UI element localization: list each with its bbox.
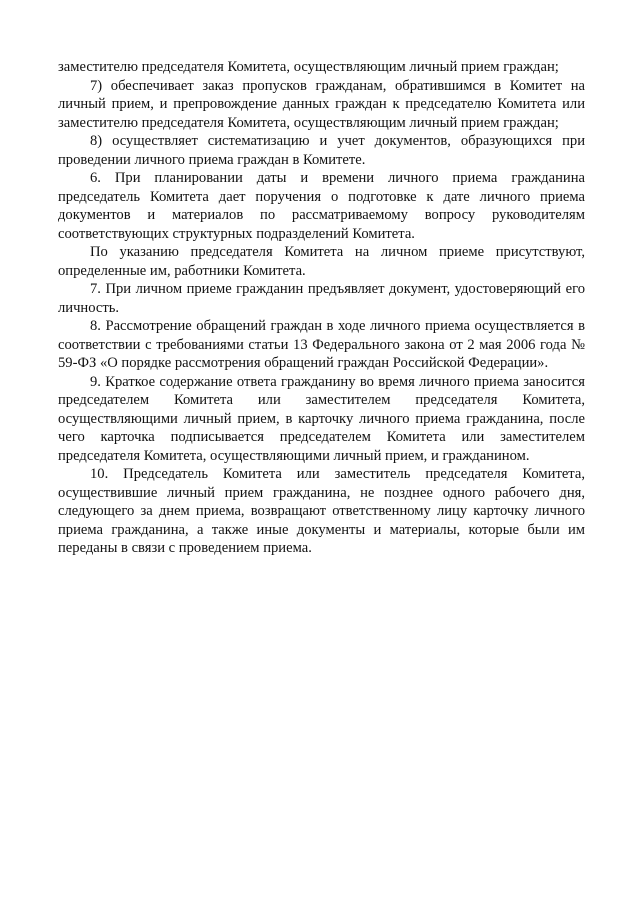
paragraph-section-8: 8. Рассмотрение обращений граждан в ходе личного приема осуществляется в соответствии с требованиями статьи 13 Федерального закона от 2 мая 2006 года № 59-ФЗ «О порядке рассмотрения обращений граждан Российской Федерации». [58, 318, 585, 371]
paragraph-section-9: 9. Краткое содержание ответа гражданину во время личного приема заносится председателем Комитета или заместителем председателя Комитета, осуществляющими личный прием, в карточку личного приема гражданина, после чего карточка подписывается председателем Комитета или заместителем председателя Комитета, осуществляющими личный прием, и гражданином. [58, 373, 585, 464]
paragraph-section-6: 6. При планировании даты и времени личного приема гражданина председатель Комитета дает поручения о подготовке к дате личного приема документов и материалов по рассматриваемому вопросу руководителям соответствующих структурных подразделений Комитета. [58, 170, 585, 242]
paragraph-continuation: заместителю председателя Комитета, осуществляющим личный прием граждан; [58, 59, 559, 75]
document-page [58, 58, 585, 558]
paragraph-item-8-records: 8) осуществляет систематизацию и учет документов, образующихся при проведении личного приема граждан в Комитете. [58, 133, 585, 168]
paragraph-attendees: По указанию председателя Комитета на личном приеме присутствуют, определенные им, работники Комитета. [58, 244, 585, 279]
paragraph-section-7: 7. При личном приеме гражданин предъявляет документ, удостоверяющий его личность. [58, 281, 585, 316]
paragraph-item-7-passes: 7) обеспечивает заказ пропусков гражданам, обратившимся в Комитет на личный прием, и препровождение данных граждан к председателю Комитета или заместителю председателя Комитета, осуществляющим личный прием граждан; [58, 77, 585, 131]
paragraph-section-10: 10. Председатель Комитета или заместитель председателя Комитета, осуществившие личный прием гражданина, не позднее одного рабочего дня, следующего за днем приема, возвращают ответственному лицу карточку личного приема гражданина, а также иные документы и материалы, которые были им переданы в связи с проведением приема. [58, 466, 585, 556]
